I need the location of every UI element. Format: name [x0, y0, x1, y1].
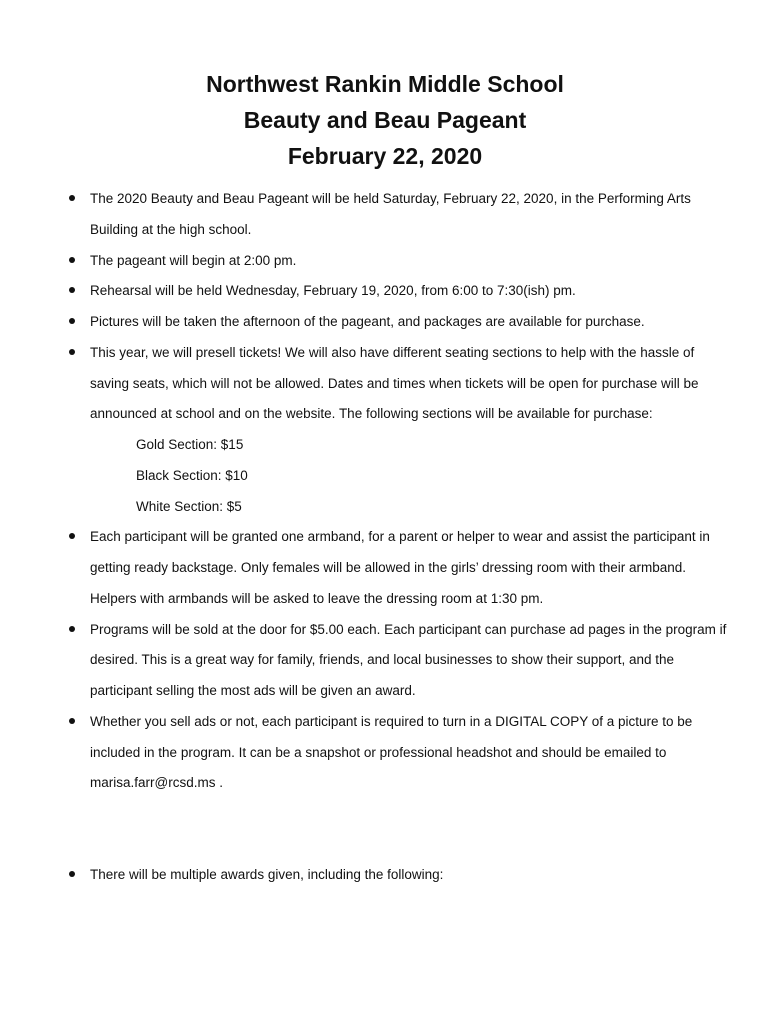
list-item	[66, 615, 736, 707]
event-date: February 22, 2020	[287, 143, 483, 169]
list-item-text: The 2020 Beauty and Beau Pageant will be held Saturday, February 22, 2020, in the Performing Arts Building at the high school.	[90, 191, 691, 237]
ticket-section-black: Black Section: $10	[136, 467, 248, 483]
list-item-text: Each participant will be granted one armband, for a parent or helper to wear and assist the participant in getting ready backstage. Only females will be allowed in the girls’ dressing room with their armband. Helpers with armbands will be asked to leave the dressing room at 1:30 pm.	[90, 529, 710, 606]
bullet-dot-icon	[69, 718, 75, 724]
list-item	[66, 184, 736, 246]
bullet-dot-icon	[69, 318, 75, 324]
bullet-dot-icon	[69, 195, 75, 201]
list-item	[66, 860, 736, 891]
school-name: Northwest Rankin Middle School	[206, 71, 564, 97]
list-item	[66, 707, 736, 799]
ticket-section-gold: Gold Section: $15	[136, 437, 244, 452]
list-item-text: Whether you sell ads or not, each participant is required to turn in a DIGITAL COPY of a picture to be included in the program. It can be a snapshot or professional headshot and should be emailed to marisa.farr@rcsd.ms .	[90, 713, 693, 791]
list-item-text: Rehearsal will be held Wednesday, February 19, 2020, from 6:00 to 7:30(ish) pm.	[90, 283, 576, 299]
bullet-dot-icon	[69, 257, 75, 263]
ticket-section-white: White Section: $5	[136, 498, 242, 514]
bullet-dot-icon	[69, 871, 75, 877]
bullet-dot-icon	[69, 349, 75, 355]
list-item-text: This year, we will presell tickets! We will also have different seating sections to help with the hassle of saving seats, which will not be allowed. Dates and times when tickets will be open for purchase will be announced at school and on the website. The following sections will be available for purchase:	[90, 344, 699, 422]
list-item	[66, 522, 736, 614]
list-item-text: There will be multiple awards given, including the following:	[90, 867, 444, 882]
event-name: Beauty and Beau Pageant	[243, 107, 527, 133]
list-item-text: The pageant will begin at 2:00 pm.	[90, 252, 297, 268]
list-item	[66, 338, 736, 523]
list-item	[66, 246, 736, 277]
list-item-text: Pictures will be taken the afternoon of the pageant, and packages are available for purchase.	[90, 314, 645, 329]
ticket-sections-list	[90, 430, 736, 522]
list-item-text: Programs will be sold at the door for $5.00 each. Each participant can purchase ad pages in the program if desired. This is a great way for family, friends, and local businesses to show their support, and the participant selling the most ads will be given an award.	[90, 621, 727, 698]
list-item	[66, 276, 736, 307]
document-header	[0, 66, 770, 174]
info-list	[66, 184, 736, 891]
list-item	[66, 307, 736, 338]
bullet-dot-icon	[69, 287, 75, 293]
bullet-dot-icon	[69, 626, 75, 632]
bullet-dot-icon	[69, 533, 75, 539]
